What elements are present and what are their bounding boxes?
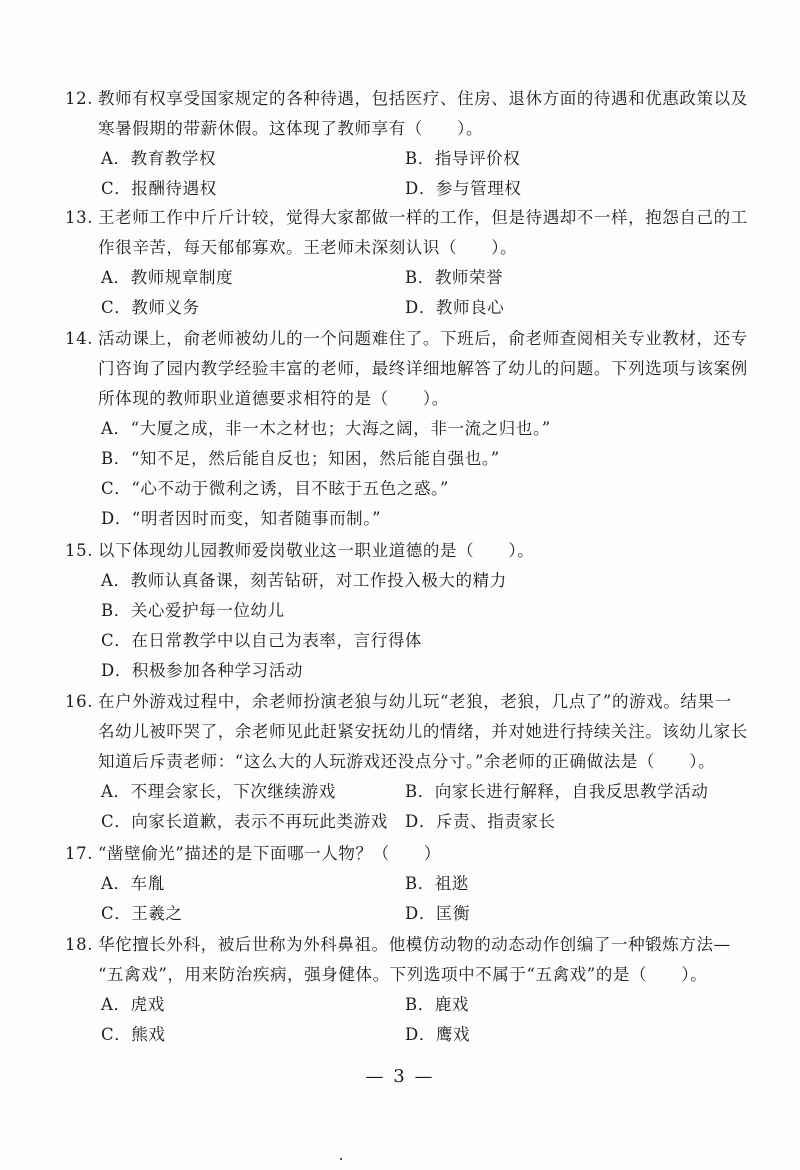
option-d: D．积极参加各种学习活动 xyxy=(101,661,303,680)
question-stem: 教师有权享受国家规定的各种待遇，包括医疗、住房、退休方面的待遇和优惠政策以及 xyxy=(98,89,748,108)
option-b: B．教师荣誉 xyxy=(405,268,504,287)
option-a: A．教师认真备课，刻苦钻研，对工作投入极大的精力 xyxy=(101,571,507,590)
question-stem: “五禽戏”，用来防治疾病，强身健体。下列选项中不属于“五禽戏”的是（ ）。 xyxy=(98,965,708,984)
option-b: B．关心爱护每一位幼儿 xyxy=(101,601,285,620)
option-b: B．向家长进行解释，自我反思教学活动 xyxy=(405,782,709,801)
question-stem: 以下体现幼儿园教师爱岗敬业这一职业道德的是（ ）。 xyxy=(98,541,535,560)
option-d: D．“明者因时而变，知者随事而制。” xyxy=(101,509,382,528)
option-d: D．教师良心 xyxy=(405,298,505,317)
option-a: A．车胤 xyxy=(101,874,165,893)
question-stem: 名幼儿被吓哭了，余老师见此赶紧安抚幼儿的情绪，并对她进行持续关注。该幼儿家长 xyxy=(98,722,748,741)
question-stem: 寒暑假期的带薪休假。这体现了教师享有（ ）。 xyxy=(98,119,484,138)
option-c: C．报酬待遇权 xyxy=(101,179,217,198)
option-a: A．教师规章制度 xyxy=(101,268,234,287)
question-12 xyxy=(65,84,765,204)
option-d: D．斥责、指责家长 xyxy=(405,812,556,831)
question-stem: 所体现的教师职业道德要求相符的是（ ）。 xyxy=(98,389,449,408)
question-stem: 在户外游戏过程中，余老师扮演老狼与幼儿玩“老狼，老狼，几点了”的游戏。结果一 xyxy=(98,692,732,711)
question-number: 14. xyxy=(65,329,94,348)
question-number: 18. xyxy=(65,935,94,954)
option-b: B．“知不足，然后能自反也；知困，然后能自强也。” xyxy=(101,449,500,468)
question-stem: 知道后斥责老师：“这么大的人玩游戏还没点分寸。”余老师的正确做法是（ ）。 xyxy=(98,752,716,771)
question-number: 17. xyxy=(65,844,94,863)
option-c: C．“心不动于微利之诱，目不眩于五色之惑。” xyxy=(101,479,449,498)
question-18 xyxy=(65,930,765,1050)
question-number: 16. xyxy=(65,692,94,711)
question-stem: 王老师工作中斤斤计较，觉得大家都做一样的工作，但是待遇却不一样，抱怨自己的工 xyxy=(98,208,748,227)
question-14 xyxy=(65,324,765,534)
option-c: C．教师义务 xyxy=(101,298,200,317)
page-number: — 3 — xyxy=(365,1066,435,1087)
question-number: 13. xyxy=(65,208,94,227)
option-c: C．王羲之 xyxy=(101,904,183,923)
question-stem: “凿壁偷光”描述的是下面哪一人物？（ ） xyxy=(98,844,441,863)
option-a: A．不理会家长，下次继续游戏 xyxy=(101,782,336,801)
question-13 xyxy=(65,203,765,323)
question-17 xyxy=(65,839,765,929)
option-b: B．鹿戏 xyxy=(405,995,470,1014)
question-number: 15. xyxy=(65,541,94,560)
option-c: C．向家长道歉，表示不再玩此类游戏 xyxy=(101,812,388,831)
question-16 xyxy=(65,687,765,837)
option-d: D．参与管理权 xyxy=(405,179,522,198)
scan-speck xyxy=(340,1158,342,1160)
option-b: B．指导评价权 xyxy=(405,149,521,168)
option-d: D．匡衡 xyxy=(405,904,471,923)
option-d: D．鹰戏 xyxy=(405,1025,471,1044)
option-a: A．“大厦之成，非一木之材也；大海之阔，非一流之归也。” xyxy=(101,419,551,438)
question-stem: 门咨询了园内教学经验丰富的老师，最终详细地解答了幼儿的问题。下列选项与该案例 xyxy=(98,359,748,378)
question-stem: 作很辛苦，每天郁郁寡欢。王老师未深刻认识（ ）。 xyxy=(98,238,518,257)
option-a: A．虎戏 xyxy=(101,995,165,1014)
question-15 xyxy=(65,536,765,686)
option-c: C．熊戏 xyxy=(101,1025,166,1044)
question-stem: 活动课上，俞老师被幼儿的一个问题难住了。下班后，俞老师查阅相关专业教材，还专 xyxy=(98,329,748,348)
option-a: A．教育教学权 xyxy=(101,149,217,168)
question-stem: 华佗擅长外科，被后世称为外科鼻祖。他模仿动物的动态动作创编了一种锻炼方法— xyxy=(98,935,731,954)
option-b: B．祖逖 xyxy=(405,874,470,893)
question-number: 12. xyxy=(65,89,94,108)
option-c: C．在日常教学中以自己为表率，言行得体 xyxy=(101,631,423,650)
